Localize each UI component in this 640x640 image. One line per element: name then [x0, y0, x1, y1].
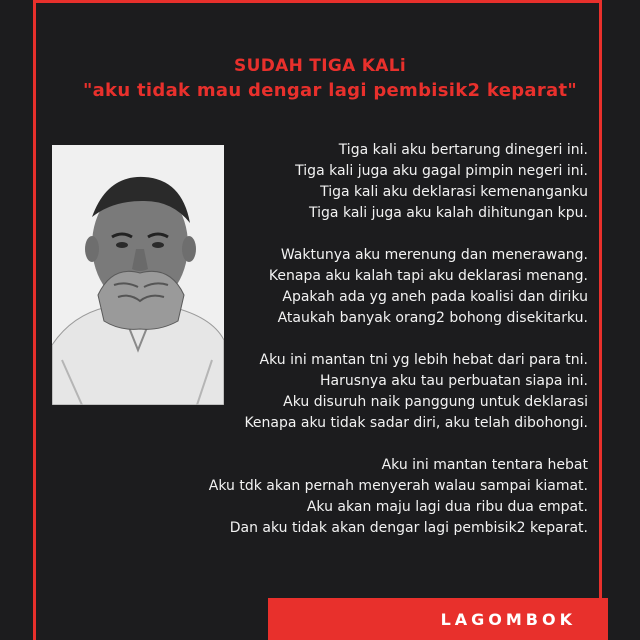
- poem-line: Kenapa aku kalah tapi aku deklarasi menang.: [268, 268, 588, 284]
- poem-title: SUDAH TIGA KALi: [234, 56, 406, 76]
- poem-line: Harusnya aku tau perbuatan siapa ini.: [320, 373, 588, 389]
- poem-line: Aku ini mantan tentara hebat: [381, 457, 588, 473]
- stanza: [148, 245, 588, 329]
- poem-line: Tiga kali juga aku gagal pimpin negeri ini.: [295, 163, 588, 179]
- stanza: [148, 455, 588, 539]
- footer-banner: [268, 598, 608, 640]
- poem-line: Aku disuruh naik panggung untuk deklarasi: [283, 394, 588, 410]
- poem-body: [148, 140, 588, 539]
- poem-line: Tiga kali aku deklarasi kemenanganku: [320, 184, 588, 200]
- poem-subtitle: "aku tidak mau dengar lagi pembisik2 keparat": [82, 80, 578, 101]
- poem-line: Aku akan maju lagi dua ribu dua empat.: [306, 499, 588, 515]
- footer-brand-label: LAGOMBOK: [440, 610, 576, 629]
- stanza: [148, 140, 588, 224]
- poem-line: Ataukah banyak orang2 bohong disekitarku.: [277, 310, 588, 326]
- poem-line: Aku ini mantan tni yg lebih hebat dari para tni.: [259, 352, 588, 368]
- poem-line: Apakah ada yg aneh pada koalisi dan diriku: [282, 289, 588, 305]
- poem-line: Dan aku tidak akan dengar lagi pembisik2 keparat.: [229, 520, 588, 536]
- poem-line: Tiga kali juga aku kalah dihitungan kpu.: [309, 205, 588, 221]
- poem-line: Kenapa aku tidak sadar diri, aku telah dibohongi.: [244, 415, 588, 431]
- poem-line: Aku tdk akan pernah menyerah walau sampai kiamat.: [208, 478, 588, 494]
- poem-line: Tiga kali aku bertarung dinegeri ini.: [338, 142, 588, 158]
- poem-line: Waktunya aku merenung dan menerawang.: [280, 247, 588, 263]
- stanza: [148, 350, 588, 434]
